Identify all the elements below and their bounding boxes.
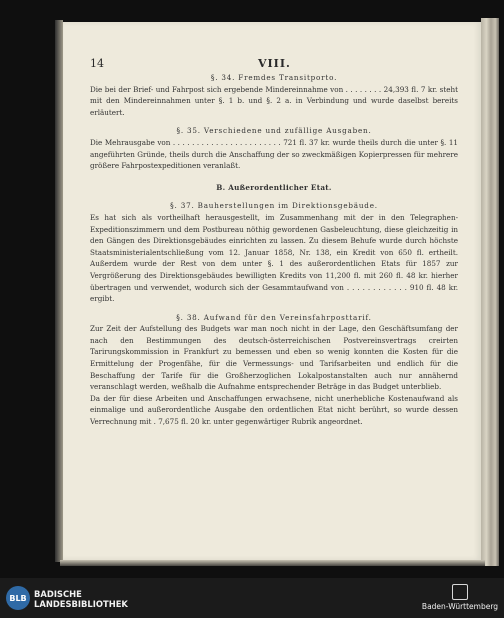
section-38-text-2: Da der für diese Arbeiten und Anschaffungen erwachsene, nicht unerhebliche Kostenaufwand als einmalige und außerordentliche Ausgabe den ordentlichen Etat nicht berührt, so wurde dessen Verrechnung mit . 7,675 fl. 20 kr. unter gegenwärtiger Rubrik angeordnet. [90, 393, 458, 427]
section-35-text: Die Mehrausgabe von . . . . . . . . . . . . . . . . . . . . . . . 721 fl. 37 kr. wurde theils durch die unter §. 11 angeführten Gründe, theils durch die Anschaffung der so zweckmäßigen Kopierpressen für mehrere größere Fahrpostexpeditionen veranlaßt. [90, 137, 458, 171]
page-content [90, 72, 458, 428]
library-name-line-2: LANDESBIBLIOTHEK [34, 599, 128, 609]
partner-name: Baden-Württemberg [421, 602, 499, 611]
library-name [34, 589, 128, 609]
section-38-text-1: Zur Zeit der Aufstellung des Budgets war man noch nicht in der Lage, den Geschäftsumfang der nach den Bestimmungen des deutsch-österreichischen Postvereinsvertrags creirten Tarirungskommission in Frankfurt zu bemessen und eben so wenig konnten die Kosten für die Ermittelung der Progenfähe, für die Vermessungs- und Tarifsarbeiten und endlich für die Beschaffung der Tarife für die Großherzoglichen Lokalpostanstalten auch nur annähernd veranschlagt werden, weßhalb die Aufnahme entsprechender Beträge in das Budget unterblieb. [90, 324, 458, 392]
partner-mark [420, 584, 500, 614]
page-header [90, 57, 460, 73]
running-head: VIII. [258, 57, 291, 70]
section-37-text: Es hat sich als vortheilhaft herausgestellt, im Zusammenhang mit der in den Telegraphen-Expeditionszimmern und dem Postbureau nöthig gewordenen Gasbeleuchtung, diese gleichzeitig in den Gängen des Direktionsgebäudes einrichten zu lassen. Zu diesem Behufe wurde durch höchste Staatsministerialentschließung vom 12. Januar 1858, Nr. 138, ein Kredit von 650 fl. ertheilt. Außerdem wurde der Rest von dem unter §. 1 des außerordentlichen Etats für 1857 zur Vergrößerung des Direktionsgebäudes bewilligten Kredits von 11,200 fl. mit 260 fl. 48 kr. hierher übertragen und verwendet, wodurch sich der Gesammtaufwand von . . . . . . . . . . . . 910 fl. 48 kr. ergibt. [90, 212, 458, 304]
section-37-title: §. 37. Bauherstellungen im Direktionsgebäude. [170, 201, 378, 211]
library-name-line-1: BADISCHE [34, 589, 82, 599]
blb-logo [6, 586, 30, 610]
blb-logo-text: BLB [9, 593, 27, 603]
section-34-text: Die bei der Brief- und Fahrpost sich ergebende Mindereinnahme von . . . . . . . . 24,393 fl. 7 kr. steht mit den Mindereinnahmen unter §. 1 b. und §. 2 a. in Verbindung und wurde daselbst bereits erläutert. [90, 84, 458, 117]
book-bottom-edge [60, 560, 485, 566]
page-number: 14 [90, 57, 104, 70]
page-stack-edge [481, 18, 499, 566]
coat-of-arms-icon [452, 584, 468, 600]
section-35-title: §. 35. Verschiedene und zufällige Ausgaben. [176, 126, 372, 136]
section-34-title: §. 34. Fremdes Transitporto. [210, 73, 338, 82]
section-b-title: B. Außerordentlicher Etat. [216, 182, 332, 192]
book-gutter [55, 20, 63, 562]
section-38-title: §. 38. Aufwand für den Vereinsfahrposttarif. [176, 312, 372, 322]
